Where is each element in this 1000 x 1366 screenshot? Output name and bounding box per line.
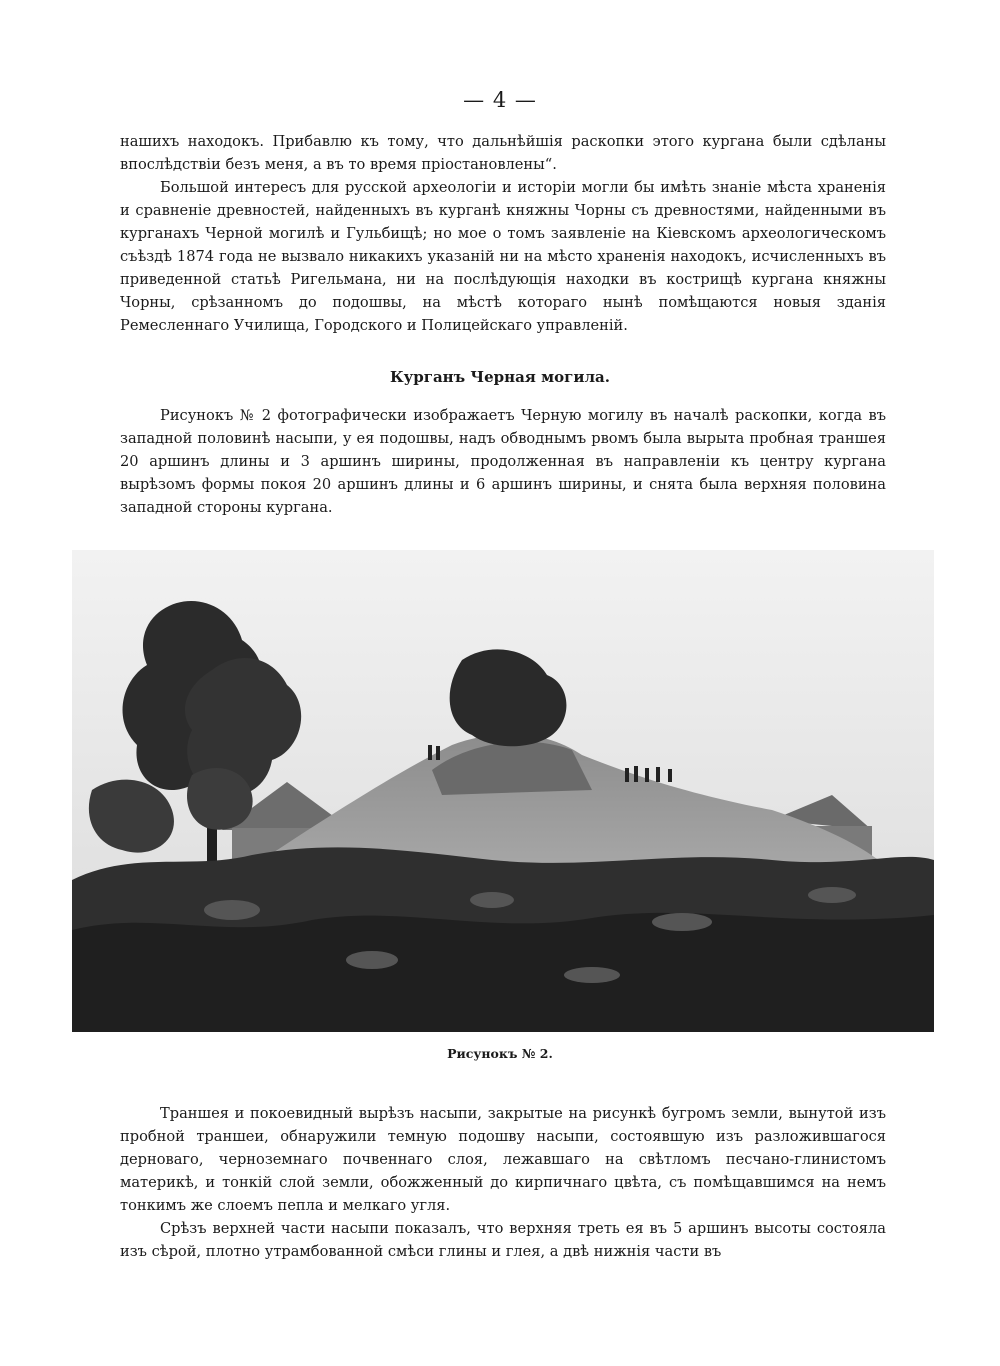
section-heading: Курганъ Черная могила.: [390, 368, 610, 386]
photo-illustration: [72, 550, 934, 1032]
text-block-mid: [120, 404, 886, 519]
paragraph: Срѣзъ верхней части насыпи показалъ, что верхняя треть ея въ 5 аршинъ высоты состояла изъ сѣрой, плотно утрамбованной смѣси глины и глея, а двѣ нижнія части въ: [120, 1220, 886, 1260]
paragraph: Траншея и покоевидный вырѣзъ насыпи, закрытые на рисункѣ бугромъ земли, вынутой изъ пробной траншеи, обнаружили темную подошву насыпи, состоявшую изъ разложившагося дерноваго, черноземнаго почвеннаго слоя, лежавшаго на свѣтломъ песчано-глинистомъ материкѣ, и тонкій слой земли, обожженный до кирпичнаго цвѣта, съ помѣщавшимся на немъ тонкимъ же слоемъ пепла и мелкаго угля.: [120, 1105, 886, 1214]
paragraph: нашихъ находокъ. Прибавлю къ тому, что дальнѣйшія раскопки этого кургана были сдѣланы впослѣдствіи безъ меня, а въ то время пріостановлены“.: [120, 133, 886, 173]
figure-caption: Рисунокъ № 2.: [447, 1046, 553, 1061]
figure-photograph: [72, 550, 934, 1032]
paragraph: Рисунокъ № 2 фотографически изображаетъ Черную могилу въ началѣ раскопки, когда въ западной половинѣ насыпи, у ея подошвы, надъ обводнымъ рвомъ была вырыта пробная траншея 20 аршинъ длины и 3 аршинъ ширины, продолженная въ направленіи къ центру кургана вырѣзомъ формы покоя 20 аршинъ длины и 6 аршинъ ширины, и снята была верхняя половина западной стороны кургана.: [120, 407, 886, 516]
paragraph: Большой интересъ для русской археологіи и исторіи могли бы имѣть знаніе мѣста храненія и сравненіе древностей, найденныхъ въ курганѣ княжны Чорны съ древностями, найденными въ курганахъ Черной могилѣ и Гульбищѣ; но мое о томъ заявленіе на Кіевскомъ археологическомъ съѣздѣ 1874 года не вызвало никакихъ указаній ни на мѣсто храненія находокъ, исчисленныхъ въ приведенной статьѣ Ригельмана, ни на послѣдующія находки въ кострищѣ кургана княжны Чорны, срѣзанномъ до подошвы, на мѣстѣ котораго нынѣ помѣщаются новыя зданія Ремесленнаго Училища, Городского и Полицейскаго управленій.: [120, 179, 886, 334]
text-block-top: [120, 130, 886, 337]
text-block-bottom: [120, 1102, 886, 1263]
page-number: — 4 —: [463, 88, 537, 112]
